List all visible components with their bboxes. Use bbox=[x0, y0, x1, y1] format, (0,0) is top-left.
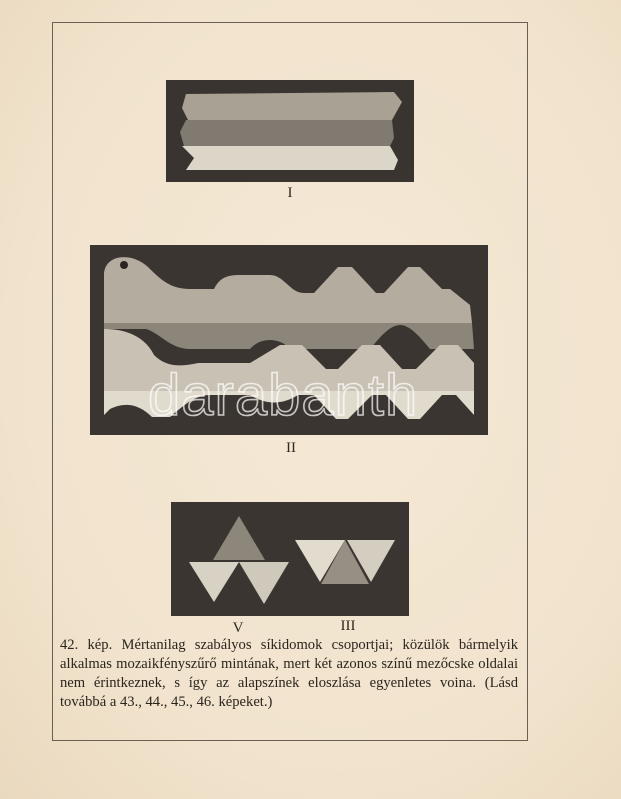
figure-i bbox=[166, 80, 414, 182]
figure-ii-image bbox=[90, 245, 488, 435]
figure-caption: 42. kép. Mértanilag szabályos síkidomok csoportjai; közülök bármelyik alkalmas mozaikfényszűrő mintának, mert két azonos színű mezőcske oldalai nem érintkeznek, s így az alapszínek eloszlása egyenletes voina. (Lásd továbbá a 43., 44., 45., 46. képeket.) bbox=[60, 637, 518, 710]
figure-iii bbox=[171, 502, 409, 616]
figure-i-label: I bbox=[287, 185, 293, 201]
figure-iii-image bbox=[171, 502, 409, 616]
figure-v-label: V bbox=[232, 620, 244, 636]
figure-iii-label: III bbox=[340, 618, 356, 634]
figure-ii bbox=[90, 245, 488, 435]
figure-ii-label: II bbox=[286, 440, 296, 456]
figure-i-image bbox=[166, 80, 414, 182]
